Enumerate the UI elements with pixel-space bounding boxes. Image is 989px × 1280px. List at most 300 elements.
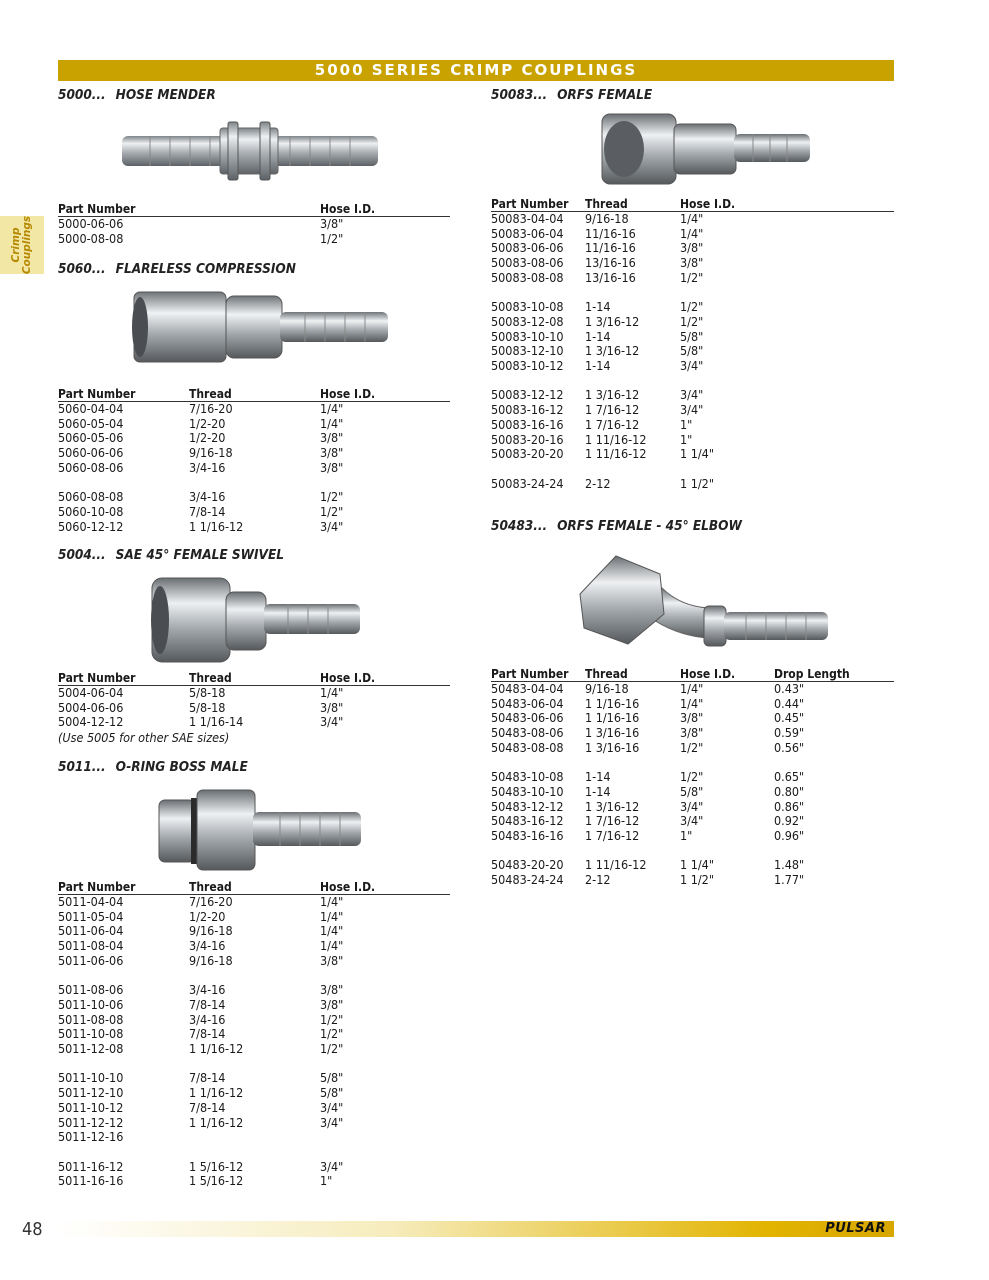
hose-id: 3/8" [680, 240, 704, 256]
hose-id: 1/2" [320, 1026, 344, 1042]
table-row [58, 1013, 450, 1028]
table-row [491, 726, 894, 741]
o-ring-boss-male-image [155, 786, 367, 874]
thread: 1 11/16-12 [585, 446, 647, 462]
thread: 1 3/16-12 [585, 313, 640, 329]
table-row [491, 741, 894, 756]
hose-id: 1/2" [320, 230, 344, 246]
table-row [491, 682, 894, 697]
thread: 1-14 [585, 769, 611, 785]
hose-id: 1/2" [680, 769, 704, 785]
part-number: 50483-12-12 [491, 798, 564, 814]
table-row [58, 217, 450, 232]
hose-id: 1" [680, 416, 693, 432]
thread: 1/2-20 [189, 908, 226, 924]
col-hose-id: Hose I.D. [680, 667, 774, 682]
drop-length: 0.59" [774, 725, 805, 741]
drop-length: 0.43" [774, 681, 805, 696]
table-row [58, 446, 450, 461]
orfs-female-image [598, 110, 814, 190]
part-number: 5011-10-06 [58, 996, 124, 1012]
part-number: 5011-08-06 [58, 982, 124, 998]
col-hose-id: Hose I.D. [320, 671, 450, 686]
col-part-number: Part Number [58, 671, 189, 686]
table-row [58, 1027, 450, 1042]
drop-length: 1.48" [774, 857, 805, 873]
part-number: 5011-04-04 [58, 894, 124, 909]
part-number: 5011-12-16 [58, 1129, 124, 1145]
part-number: 50083-08-06 [491, 255, 564, 271]
side-tab-label [11, 216, 33, 274]
thread: 3/4-16 [189, 489, 226, 505]
hose-id: 1/2" [680, 299, 704, 315]
table-row [58, 701, 450, 716]
side-tab-line2: Couplings [21, 215, 33, 275]
thread: 7/16-20 [189, 401, 233, 416]
parts-table-5004 [58, 671, 450, 730]
col-hose-id: Hose I.D. [320, 880, 450, 895]
parts-table-50483 [491, 667, 894, 888]
hose-id: 1" [680, 828, 693, 844]
table-header-row [58, 671, 450, 686]
hose-id: 1/4" [320, 894, 344, 909]
part-number: 50083-10-10 [491, 328, 564, 344]
thread: 1 5/16-12 [189, 1158, 244, 1174]
thread: 3/4-16 [189, 982, 226, 998]
part-number: 50483-06-04 [491, 695, 564, 711]
hose-id: 1 1/4" [680, 857, 714, 873]
hose-id: 5/8" [320, 1070, 344, 1086]
section-title-5060 [58, 261, 296, 277]
footer-bar [58, 1221, 894, 1237]
hose-id: 3/8" [320, 952, 344, 968]
thread: 1 3/16-12 [585, 798, 640, 814]
thread: 1 1/16-14 [189, 714, 244, 730]
table-row [491, 433, 894, 448]
drop-length: 0.44" [774, 695, 805, 711]
hose-id: 3/4" [320, 714, 344, 730]
thread: 1-14 [585, 783, 611, 799]
table-row [491, 873, 894, 888]
table-row [491, 447, 894, 462]
table-row [58, 939, 450, 954]
part-number: 5011-12-12 [58, 1114, 124, 1130]
part-number: 50083-24-24 [491, 475, 564, 491]
thread: 3/4-16 [189, 1011, 226, 1027]
part-number: 50483-16-12 [491, 813, 564, 829]
table-row [58, 686, 450, 701]
drop-length: 0.86" [774, 798, 805, 814]
hose-id: 3/8" [680, 710, 704, 726]
hose-id: 1 1/2" [680, 872, 714, 888]
hose-id: 1/4" [320, 923, 344, 939]
hose-id: 1/4" [680, 695, 704, 711]
hose-id: 1/4" [320, 401, 344, 416]
table-row [491, 315, 894, 330]
table-row [58, 1086, 450, 1101]
thread: 1 5/16-12 [189, 1173, 244, 1189]
section-number: 5011... [58, 759, 106, 775]
col-thread: Thread [585, 197, 680, 212]
thread: 1 3/16-12 [585, 387, 640, 403]
thread: 7/8-14 [189, 1099, 226, 1115]
drop-length: 0.56" [774, 739, 805, 755]
hose-id: 1/2" [680, 313, 704, 329]
part-number: 5011-12-10 [58, 1085, 124, 1101]
thread: 1-14 [585, 358, 611, 374]
table-row [58, 1116, 450, 1131]
section-name: SAE 45° FEMALE SWIVEL [115, 547, 284, 563]
thread: 1 7/16-12 [585, 813, 640, 829]
section-title-5004 [58, 547, 284, 563]
hose-id: 1/2" [320, 1041, 344, 1057]
thread: 11/16-16 [585, 225, 636, 241]
part-number: 5004-06-06 [58, 699, 124, 715]
part-number: 5011-10-10 [58, 1070, 124, 1086]
part-number: 50483-10-10 [491, 783, 564, 799]
table-row [491, 844, 894, 873]
hose-id: 3/4" [320, 1114, 344, 1130]
hose-id: 5/8" [680, 343, 704, 359]
part-number: 50483-08-08 [491, 739, 564, 755]
table-row [491, 271, 894, 286]
hose-mender-image [120, 118, 382, 186]
col-hose-id: Hose I.D. [320, 202, 450, 217]
hose-id: 1/2" [680, 269, 704, 285]
thread: 9/16-18 [585, 681, 629, 696]
part-number: 5011-08-08 [58, 1011, 124, 1027]
drop-length: 1.77" [774, 872, 805, 888]
part-number: 5011-16-16 [58, 1173, 124, 1189]
col-part-number: Part Number [491, 667, 585, 682]
table-row [491, 756, 894, 785]
part-number: 50483-16-16 [491, 828, 564, 844]
col-part-number: Part Number [58, 880, 189, 895]
thread: 1 1/16-12 [189, 518, 244, 534]
thread: 1 11/16-12 [585, 857, 647, 873]
section-name: O-RING BOSS MALE [115, 759, 248, 775]
thread: 2-12 [585, 872, 611, 888]
hose-id: 1/2" [680, 739, 704, 755]
col-thread: Thread [585, 667, 680, 682]
thread: 2-12 [585, 475, 611, 491]
thread: 1-14 [585, 299, 611, 315]
part-number: 50083-12-10 [491, 343, 564, 359]
hose-id: 3/8" [320, 996, 344, 1012]
part-number: 50483-24-24 [491, 872, 564, 888]
drop-length: 0.65" [774, 769, 805, 785]
part-number: 5011-08-04 [58, 938, 124, 954]
thread: 1 3/16-12 [585, 343, 640, 359]
table-row [58, 417, 450, 432]
hose-id: 1/4" [680, 681, 704, 696]
thread: 9/16-18 [585, 211, 629, 226]
hose-id: 1/4" [680, 211, 704, 226]
section-name: FLARELESS COMPRESSION [115, 261, 296, 277]
part-number: 5060-08-08 [58, 489, 124, 505]
parts-table-5060 [58, 387, 450, 534]
hose-id: 1/2" [320, 1011, 344, 1027]
part-number: 5011-10-08 [58, 1026, 124, 1042]
note-5004: (Use 5005 for other SAE sizes) [58, 730, 230, 745]
hose-id [320, 1130, 450, 1145]
hose-id: 1 1/2" [680, 475, 714, 491]
table-row [58, 1042, 450, 1057]
part-number: 50083-06-06 [491, 240, 564, 256]
table-row [491, 374, 894, 403]
col-drop-length: Drop Length [774, 667, 894, 682]
section-title-5011 [58, 759, 248, 775]
table-header-row [58, 202, 450, 217]
part-number: 5000-06-06 [58, 216, 124, 231]
table-row [58, 520, 450, 535]
parts-table-50083 [491, 197, 894, 491]
section-name: ORFS FEMALE [557, 87, 653, 103]
part-number: 5011-12-08 [58, 1041, 124, 1057]
table-row [58, 505, 450, 520]
part-number: 50083-06-04 [491, 225, 564, 241]
table-row [491, 418, 894, 433]
page-number: 48 [22, 1219, 43, 1240]
part-number: 5004-12-12 [58, 714, 124, 730]
table-row [491, 212, 894, 227]
table-row [58, 924, 450, 939]
table-header-row [491, 197, 894, 212]
part-number: 50083-16-12 [491, 402, 564, 418]
part-number: 50483-04-04 [491, 681, 564, 696]
parts-table-5000 [58, 202, 450, 246]
part-number: 5060-10-08 [58, 503, 124, 519]
drop-length: 0.96" [774, 828, 805, 844]
thread: 1 11/16-12 [585, 431, 647, 447]
part-number: 5011-16-12 [58, 1158, 124, 1174]
thread: 1/2-20 [189, 430, 226, 446]
thread: 1 1/16-16 [585, 710, 640, 726]
thread: 1 7/16-12 [585, 416, 640, 432]
part-number: 50083-10-08 [491, 299, 564, 315]
thread: 1 1/16-12 [189, 1041, 244, 1057]
thread: 1 7/16-12 [585, 402, 640, 418]
table-row [491, 800, 894, 815]
table-row [491, 359, 894, 374]
col-part-number: Part Number [491, 197, 585, 212]
table-row [491, 462, 894, 491]
section-number: 50483... [491, 518, 548, 534]
col-hose-id: Hose I.D. [680, 197, 894, 212]
part-number: 5011-06-06 [58, 952, 124, 968]
part-number: 50083-20-16 [491, 431, 564, 447]
table-row [58, 232, 450, 247]
page-title-banner: 5000 SERIES CRIMP COUPLINGS [58, 60, 894, 81]
hose-id: 3/4" [680, 798, 704, 814]
hose-id: 3/8" [320, 982, 344, 998]
drop-length: 0.92" [774, 813, 805, 829]
table-row [491, 697, 894, 712]
thread: 9/16-18 [189, 445, 233, 461]
thread: 1 7/16-12 [585, 828, 640, 844]
table-row [58, 715, 450, 730]
side-tab-line1: Crimp [10, 227, 22, 263]
col-thread: Thread [189, 671, 320, 686]
hose-id: 5/8" [320, 1085, 344, 1101]
thread: 9/16-18 [189, 923, 233, 939]
table-row [58, 895, 450, 910]
hose-id: 3/8" [320, 216, 344, 231]
part-number: 50083-08-08 [491, 269, 564, 285]
thread: 1 1/16-16 [585, 695, 640, 711]
hose-id: 3/4" [680, 402, 704, 418]
section-number: 5060... [58, 261, 106, 277]
table-row [491, 814, 894, 829]
hose-id: 3/4" [320, 518, 344, 534]
table-row [491, 403, 894, 418]
table-row [491, 330, 894, 345]
hose-id: 1/4" [680, 225, 704, 241]
thread: 9/16-18 [189, 952, 233, 968]
hose-id: 3/8" [320, 699, 344, 715]
thread: 1 3/16-16 [585, 739, 640, 755]
hose-id: 1 1/4" [680, 446, 714, 462]
part-number: 50083-12-08 [491, 313, 564, 329]
table-row [491, 241, 894, 256]
table-row [58, 476, 450, 505]
part-number: 5060-05-06 [58, 430, 124, 446]
sae-45-female-swivel-image [148, 574, 368, 666]
thread: 1 3/16-16 [585, 725, 640, 741]
thread: 1-14 [585, 328, 611, 344]
hose-id: 1/4" [320, 938, 344, 954]
hose-id: 1/2" [320, 503, 344, 519]
col-part-number: Part Number [58, 202, 320, 217]
flareless-compression-image [130, 288, 392, 368]
thread: 7/8-14 [189, 1070, 226, 1086]
section-number: 5004... [58, 547, 106, 563]
col-part-number: Part Number [58, 387, 189, 402]
part-number: 5060-08-06 [58, 459, 124, 475]
part-number: 50083-16-16 [491, 416, 564, 432]
hose-id: 1/4" [320, 685, 344, 700]
thread: 3/4-16 [189, 938, 226, 954]
thread: 5/8-18 [189, 685, 226, 700]
thread: 1/2-20 [189, 415, 226, 431]
part-number: 50483-06-06 [491, 710, 564, 726]
section-title-5000 [58, 87, 216, 103]
table-row [491, 829, 894, 844]
section-name: ORFS FEMALE - 45° ELBOW [557, 518, 742, 534]
hose-id: 3/8" [680, 255, 704, 271]
table-row [58, 910, 450, 925]
drop-length: 0.45" [774, 710, 805, 726]
table-row [491, 711, 894, 726]
thread: 5/8-18 [189, 699, 226, 715]
col-thread: Thread [189, 880, 320, 895]
section-title-50083 [491, 87, 652, 103]
table-row [491, 344, 894, 359]
table-header-row [491, 667, 894, 682]
part-number: 50483-08-06 [491, 725, 564, 741]
hose-id: 3/4" [320, 1099, 344, 1115]
col-hose-id: Hose I.D. [320, 387, 450, 402]
drop-length: 0.80" [774, 783, 805, 799]
hose-id: 3/4" [680, 358, 704, 374]
section-name: HOSE MENDER [115, 87, 216, 103]
table-row [58, 1130, 450, 1145]
thread: 7/8-14 [189, 503, 226, 519]
part-number: 50083-12-12 [491, 387, 564, 403]
hose-id: 1" [680, 431, 693, 447]
hose-id: 5/8" [680, 783, 704, 799]
part-number: 50483-10-08 [491, 769, 564, 785]
part-number: 50483-20-20 [491, 857, 564, 873]
table-row [58, 969, 450, 998]
thread: 13/16-16 [585, 255, 636, 271]
part-number: 50083-10-12 [491, 358, 564, 374]
section-number: 50083... [491, 87, 548, 103]
table-row [491, 256, 894, 271]
hose-id: 3/8" [320, 445, 344, 461]
table-row [58, 402, 450, 417]
part-number: 5060-05-04 [58, 415, 124, 431]
col-thread: Thread [189, 387, 320, 402]
hose-id: 3/8" [680, 725, 704, 741]
hose-id: 5/8" [680, 328, 704, 344]
thread [189, 1130, 320, 1145]
orfs-female-45-elbow-image [576, 548, 832, 658]
table-row [58, 431, 450, 446]
table-row [58, 1101, 450, 1116]
thread: 7/8-14 [189, 996, 226, 1012]
table-header-row [58, 387, 450, 402]
hose-id: 1/4" [320, 908, 344, 924]
pulsar-logo: PULSAR [825, 1221, 886, 1236]
table-row [491, 227, 894, 242]
parts-table-5011 [58, 880, 450, 1189]
part-number: 50083-04-04 [491, 211, 564, 226]
hose-id: 3/4" [320, 1158, 344, 1174]
part-number: 5060-12-12 [58, 518, 124, 534]
hose-id: 3/8" [320, 459, 344, 475]
thread: 7/8-14 [189, 1026, 226, 1042]
part-number: 5011-06-04 [58, 923, 124, 939]
hose-id: 3/4" [680, 813, 704, 829]
table-row [58, 1174, 450, 1189]
table-row [58, 998, 450, 1013]
part-number: 5011-10-12 [58, 1099, 124, 1115]
part-number: 5000-08-08 [58, 230, 124, 246]
hose-id: 1/4" [320, 415, 344, 431]
table-row [58, 1057, 450, 1086]
table-row [491, 286, 894, 315]
thread: 13/16-16 [585, 269, 636, 285]
thread: 7/16-20 [189, 894, 233, 909]
thread: 3/4-16 [189, 459, 226, 475]
hose-id: 3/8" [320, 430, 344, 446]
thread: 1 1/16-12 [189, 1114, 244, 1130]
thread: 1 1/16-12 [189, 1085, 244, 1101]
section-number: 5000... [58, 87, 106, 103]
table-row [58, 954, 450, 969]
table-row [58, 1145, 450, 1174]
part-number: 50083-20-20 [491, 446, 564, 462]
table-row [491, 785, 894, 800]
table-header-row [58, 880, 450, 895]
section-title-50483 [491, 518, 742, 534]
section-side-tab [0, 216, 44, 274]
hose-id: 3/4" [680, 387, 704, 403]
hose-id: 1/2" [320, 489, 344, 505]
part-number: 5060-06-06 [58, 445, 124, 461]
thread: 11/16-16 [585, 240, 636, 256]
